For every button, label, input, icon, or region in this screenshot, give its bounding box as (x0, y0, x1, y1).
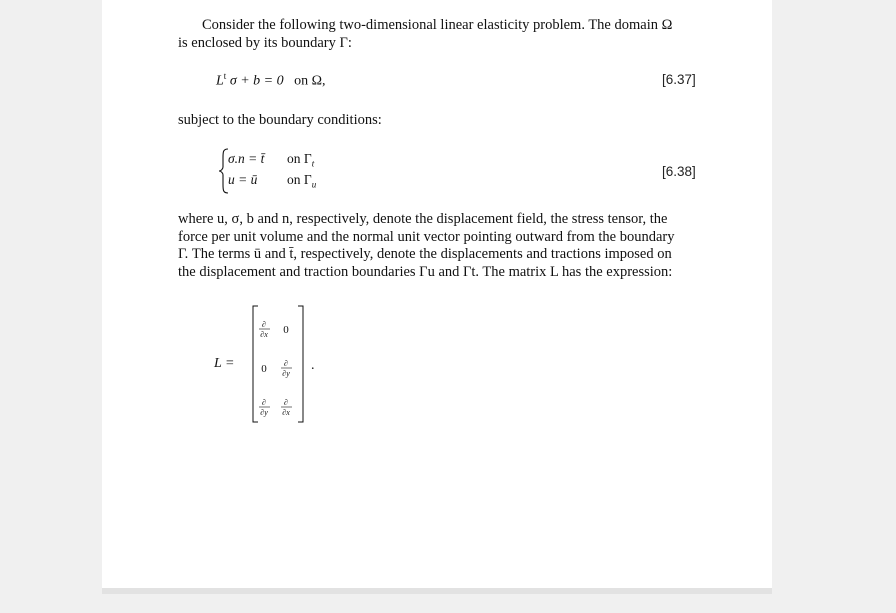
description-line-4: the displacement and traction boundaries Γu and Γt. The matrix L has the expression: (178, 263, 673, 280)
entry-r2c2-den: ∂y (282, 369, 290, 378)
transpose-superscript: t (223, 71, 227, 81)
matrix-label: L = (214, 356, 235, 371)
entry-r3c2-den: ∂x (282, 408, 290, 417)
entry-r1c1-den: ∂x (260, 330, 268, 339)
entry-r1c2: 0 (283, 324, 289, 336)
traction-condition-lhs: σ.n = t̄ (228, 151, 265, 166)
description-paragraph (178, 211, 675, 281)
displacement-condition-on: on Γ (287, 172, 312, 187)
description-line-1: where u, σ, b and n, respectively, denote the displacement field, the stress tensor, the (178, 211, 668, 227)
entry-r2c1: 0 (261, 363, 267, 375)
entry-r2c2-num: ∂ (284, 359, 288, 368)
entry-r3c2-num: ∂ (284, 398, 288, 407)
intro-line-2: is enclosed by its boundary Γ: (178, 35, 352, 51)
document-page (102, 0, 772, 588)
equation-number-6-37: [6.37] (662, 72, 696, 87)
equation-number-6-38: [6.38] (662, 164, 696, 179)
traction-condition-on: on Γ (287, 151, 312, 166)
displacement-condition-lhs: u = ū (228, 172, 258, 187)
operator-L: L (216, 73, 224, 89)
entry-r1c1-num: ∂ (262, 320, 266, 329)
matrix-body (250, 304, 306, 424)
description-line-3: Γ. The terms ū and t̄, respectively, denote the displacements and tractions imposed on (178, 246, 672, 262)
displacement-boundary-subscript: u (311, 179, 317, 190)
right-bracket-icon (298, 306, 303, 422)
page-bottom-edge (102, 588, 772, 594)
matrix-L (198, 304, 328, 424)
matrix-trailing-period: . (311, 358, 315, 373)
equation-domain: on Ω, (294, 73, 326, 89)
entry-r3c1-den: ∂y (260, 408, 268, 417)
entry-r3c1-num: ∂ (262, 398, 266, 407)
left-bracket-icon (253, 306, 258, 422)
equation-6-37 (216, 71, 326, 90)
traction-boundary-subscript: t (311, 158, 315, 169)
subject-text: subject to the boundary conditions: (178, 112, 382, 128)
description-line-2: force per unit volume and the normal unit vector pointing outward from the boundary (178, 228, 675, 245)
intro-line-1: Consider the following two-dimensional linear elasticity problem. The domain Ω (202, 17, 673, 33)
equilibrium-expression: σ + b = 0 (229, 73, 284, 89)
